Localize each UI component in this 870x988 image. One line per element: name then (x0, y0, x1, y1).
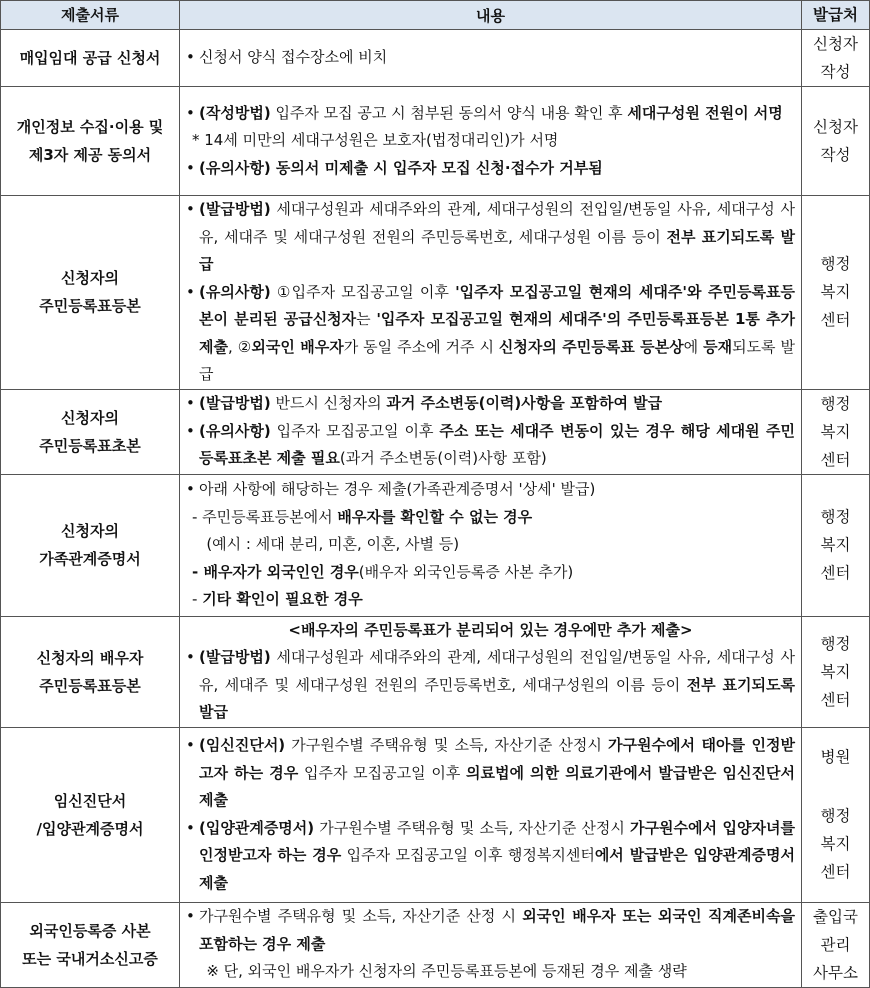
table-row (1, 727, 870, 902)
issuer-line: 사무소 (813, 963, 858, 982)
table-row (1, 87, 870, 196)
content-text (192, 958, 795, 986)
bullet-dot: • (186, 394, 195, 413)
content-item (186, 531, 795, 559)
doc-name-line: 임신진단서 (53, 791, 127, 810)
table-header-row (1, 1, 870, 30)
issuer-line: 행정 (820, 394, 851, 413)
issuer-line: 행정 (820, 508, 851, 526)
issuer-line: 센터 (820, 311, 851, 330)
bullet-dot: • (186, 282, 195, 301)
text-run: 가구원수에서 입양자녀를 인정받고자 하는 경우 (199, 818, 801, 864)
text-run: 가 동일 주소에 거주 시 (343, 337, 499, 356)
text-run: 입주자 모집 공고 시 첨부된 동의서 양식 내용 확인 후 (270, 103, 628, 122)
content-text (199, 732, 801, 815)
text-run: (유의사항) (199, 282, 271, 301)
issuer-cell (802, 87, 870, 196)
text-run: 입주자 모집공고일 이후 행정복지센터 (341, 846, 595, 864)
header-doc: 제출서류 (1, 1, 180, 30)
content-item (186, 476, 795, 504)
issuer-line: 행정 (820, 255, 851, 274)
content-cell (180, 727, 802, 902)
doc-name-line: 제3자 제공 동의서 (28, 146, 152, 164)
content-text (192, 127, 795, 155)
text-run: 기타 확인이 필요한 경우 (202, 590, 363, 609)
text-run: (과거 주소변동(이력)사항 포함) (339, 449, 547, 468)
issuer-cell (802, 616, 870, 727)
text-run: 세대구성원 전원이 서명 (627, 103, 783, 122)
text-run: 전부 표기되도록 발급 (199, 675, 801, 721)
issuer-cell (802, 727, 870, 902)
content-item (186, 155, 795, 183)
content-text (199, 815, 801, 898)
bullet-dot: • (186, 818, 195, 837)
doc-name-line: 신청자의 배우자 (36, 648, 144, 667)
table-row (1, 474, 870, 616)
content-text (199, 390, 795, 418)
text-run: '입주자 모집공고일 현재의 세대주'의 주민등록표등본 1통 추가 제출 (199, 310, 801, 356)
content-item (186, 559, 795, 587)
doc-name-line: 신청자의 (61, 408, 119, 427)
text-run: - (192, 590, 203, 609)
text-run: - 주민등록표등본에서 (192, 507, 338, 526)
text-run: 세대구성원과 세대주와의 관계, 세대구성원의 전입일/변동일 사유, 세대구성 사유, 세대주 및 세대구성원 전원의 주민등록번호, 세대구성원의 이름 등이 (199, 648, 795, 694)
content-text (199, 155, 795, 183)
issuer-line: 작성 (820, 63, 851, 81)
header-issuer: 발급처 (802, 1, 870, 30)
text-run: 는 (356, 310, 377, 328)
table-row (1, 196, 870, 390)
text-run: (발급방법) (199, 200, 271, 218)
doc-name-line: 가족관계증명서 (39, 550, 141, 568)
issuer-group (802, 743, 869, 771)
issuer-cell (802, 474, 870, 616)
text-run: * 14세 미만의 세대구성원은 보호자(법정대리인)가 서명 (192, 131, 559, 150)
text-run: 신청서 양식 접수장소에 비치 (199, 48, 388, 67)
content-text (199, 903, 801, 958)
issuer-line: 출입국 (813, 907, 858, 926)
issuer-line: 복지 (820, 283, 851, 302)
content-cell (180, 30, 802, 87)
doc-name-line: 개인정보 수집·이용 및 (16, 118, 164, 136)
doc-name-line: 주민등록표등본 (39, 676, 141, 695)
text-run: (발급방법) (199, 394, 271, 413)
content-item (186, 586, 795, 614)
text-run: 주소 또는 세대주 변동이 있는 경우 해당 세대원 주민등록표초본 제출 필요 (199, 421, 795, 468)
content-item (186, 196, 795, 279)
text-run: 가구원수별 주택유형 및 소득, 자산기준 산정시 (314, 818, 631, 837)
issuer-line: 신청자 (813, 35, 858, 53)
content-item (186, 644, 801, 727)
content-item (186, 504, 795, 532)
text-run: <배우자의 주민등록표가 분리되어 있는 경우에만 추가 제출> (288, 620, 693, 639)
issuer-group (802, 802, 869, 886)
content-cell (180, 196, 802, 390)
text-run: ※ 단, 외국인 배우자가 신청자의 주민등록표등본에 등재된 경우 제출 생략 (192, 962, 687, 981)
text-run: 외국인 배우자 (251, 337, 344, 356)
issuer-line: 센터 (820, 690, 851, 709)
issuer-line: 관리 (820, 935, 851, 954)
text-run: 과거 주소변동(이력)사항을 포함하여 발급 (386, 394, 663, 413)
issuer-cell (802, 30, 870, 87)
text-run: 등재 (703, 337, 733, 356)
text-run: 가구원수별 주택유형 및 소득, 자산기준 산정 시 (199, 907, 523, 926)
issuer-line: 복지 (820, 536, 851, 554)
issuer-line: 복지 (820, 422, 851, 441)
content-cell (180, 902, 802, 987)
content-item (186, 958, 795, 986)
text-run: 아래 사항에 해당하는 경우 제출(가족관계증명서 '상세' 발급) (199, 480, 596, 499)
text-run: 반드시 신청자의 (270, 394, 387, 413)
bullet-dot: • (186, 421, 195, 440)
content-item (186, 100, 795, 128)
bullet-dot: • (186, 48, 195, 67)
issuer-line: 센터 (820, 450, 851, 469)
issuer-line: 복지 (820, 662, 851, 681)
text-run: 신청자의 주민등록표 등본상 (498, 337, 684, 356)
content-cell (180, 474, 802, 616)
text-run: 전부 표기되도록 발급 (199, 227, 795, 273)
content-text (199, 196, 795, 279)
content-cell (180, 389, 802, 474)
content-text (199, 279, 801, 389)
doc-name-cell (1, 902, 180, 987)
doc-name-cell (1, 389, 180, 474)
content-text (192, 504, 795, 532)
text-run: 세대구성원과 세대주와의 관계, 세대구성원의 전입일/변동일 사유, 세대구성 사유, 세대주 및 세대구성원 전원의 주민등록번호, 세대구성원 이름 등이 (199, 200, 795, 246)
text-run: 의료법에 의한 의료기관에서 발급받은 임신진단서 제출 (199, 763, 801, 809)
issuer-line: 복지 (820, 835, 851, 853)
text-run: 입주자 모집공고일 이후 (270, 421, 440, 440)
bullet-dot: • (186, 736, 195, 754)
content-text (192, 531, 795, 559)
bullet-dot: • (186, 648, 195, 666)
text-run: (입양관계증명서) (199, 818, 315, 837)
doc-name-cell (1, 87, 180, 196)
content-item (186, 732, 801, 815)
table-row (1, 616, 870, 727)
issuer-line: 행정 (820, 634, 851, 653)
bullet-dot: • (186, 158, 195, 177)
content-text (192, 586, 795, 614)
content-item (186, 279, 801, 389)
doc-name-cell (1, 196, 180, 390)
doc-name-cell (1, 30, 180, 87)
issuer-group-wrap (802, 728, 869, 902)
bullet-dot: • (186, 480, 195, 499)
content-item (186, 44, 795, 72)
issuer-line: 병원 (820, 748, 851, 766)
doc-name-cell (1, 616, 180, 727)
content-text (288, 617, 692, 645)
header-content: 내용 (180, 1, 802, 30)
doc-name-line: 매입임대 공급 신청서 (19, 49, 161, 67)
content-text (199, 644, 801, 727)
text-run: 되도록 발급 (199, 337, 795, 383)
content-item (186, 903, 801, 958)
doc-name-cell (1, 474, 180, 616)
issuer-line: 작성 (820, 146, 851, 164)
issuer-cell (802, 902, 870, 987)
content-item (186, 390, 795, 418)
content-cell (180, 616, 802, 727)
text-run: ①입주자 모집공고일 이후 (270, 282, 456, 301)
bullet-dot: • (186, 200, 195, 218)
issuer-line: 신청자 (813, 118, 858, 136)
doc-name-line: /입양관계증명서 (36, 819, 144, 838)
content-text (199, 476, 795, 504)
doc-name-line: 외국인등록증 사본 (29, 921, 151, 940)
content-text (199, 418, 795, 473)
text-run: (유의사항) 동의서 미제출 시 입주자 모집 신청·접수가 거부됨 (199, 158, 603, 177)
text-run: (발급방법) (199, 648, 271, 666)
text-run: 가구원수별 주택유형 및 소득, 자산기준 산정시 (285, 736, 608, 754)
doc-name-cell (1, 727, 180, 902)
issuer-line: 행정 (820, 807, 851, 825)
content-item (186, 617, 795, 645)
content-item (186, 815, 801, 898)
content-text (192, 559, 795, 587)
text-run: (임신진단서) (199, 736, 286, 754)
text-run: 배우자를 확인할 수 없는 경우 (337, 507, 533, 526)
text-run: (배우자 외국인등록증 사본 추가) (358, 562, 574, 581)
text-run: 외국인 배우자 또는 외국인 직계존비속을 포함하는 경우 제출 (199, 907, 801, 953)
content-item (186, 127, 795, 155)
text-run: (작성방법) (199, 103, 271, 122)
doc-name-line: 주민등록표초본 (39, 436, 141, 455)
content-cell (180, 87, 802, 196)
issuer-line: 센터 (820, 564, 851, 582)
issuer-cell (802, 196, 870, 390)
doc-name-line: 신청자의 (61, 269, 119, 288)
table-row (1, 902, 870, 987)
text-run: 에서 발급받은 입양관계증명서 제출 (199, 846, 801, 892)
table-row (1, 389, 870, 474)
issuer-line: 센터 (820, 863, 851, 881)
content-text (199, 44, 795, 72)
issuer-cell (802, 389, 870, 474)
text-run: 에 (683, 337, 704, 356)
bullet-dot: • (186, 907, 195, 926)
doc-name-line: 또는 국내거소신고증 (22, 949, 158, 968)
bullet-dot: • (186, 103, 195, 122)
text-run: '입주자 모집공고일 현재의 세대주'와 주민등록표등본이 분리된 공급신청자 (199, 282, 795, 328)
text-run: 가구원수에서 태아를 인정받고자 하는 경우 (199, 736, 795, 782)
doc-name-line: 신청자의 (61, 522, 119, 540)
text-run: (예시 : 세대 분리, 미혼, 이혼, 사별 등) (192, 535, 460, 554)
table-row (1, 30, 870, 87)
content-item (186, 418, 795, 473)
text-run: 입주자 모집공고일 이후 (298, 763, 467, 782)
text-run: - 배우자가 외국인인 경우 (192, 562, 359, 581)
content-text (199, 100, 795, 128)
text-run: (유의사항) (199, 421, 271, 440)
text-run: , ② (227, 337, 252, 356)
doc-name-line: 주민등록표등본 (39, 297, 141, 316)
